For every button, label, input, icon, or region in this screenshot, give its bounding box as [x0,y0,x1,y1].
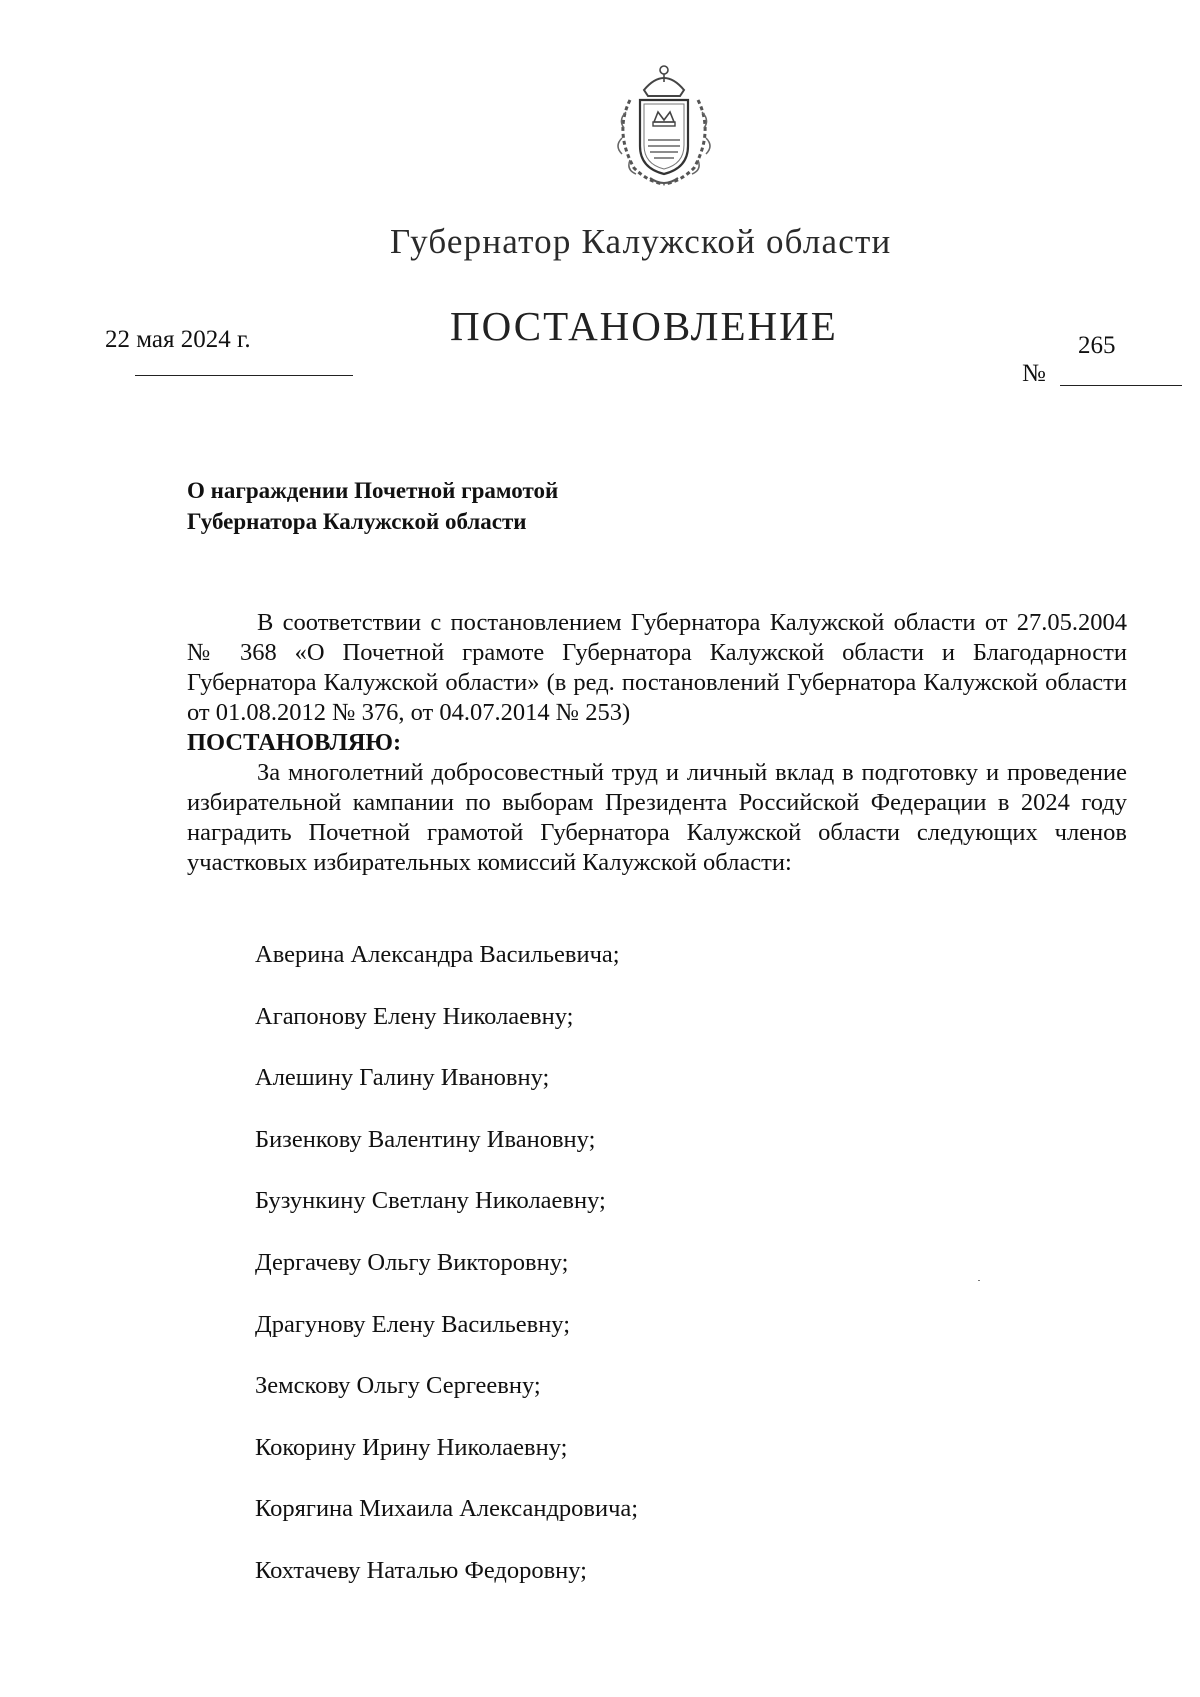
list-item: Корягина Михаила Александровича; [255,1495,639,1523]
list-item: Бузункину Светлану Николаевну; [255,1187,606,1215]
preamble-paragraph: В соответствии с постановлением Губернатора Калужской области от 27.05.2004 № 368 «О Почетной грамоте Губернатора Калужской области и Благодарности Губернатора Калужской области» (в ред. постановлений Губернатора Калужской области от 01.08.2012 № 376, от 04.07.2014 № 253) [187,609,1127,726]
issuing-authority: Губернатор Калужской области [390,222,892,261]
list-item: Агапонову Елену Николаевну; [255,1002,574,1030]
document-type-title: ПОСТАНОВЛЕНИЕ [450,303,838,349]
document-date: 22 мая 2024 г. [105,326,251,353]
document-subject [187,475,558,537]
list-item: Аверина Александра Васильевича; [255,941,620,968]
list-item: Кохтачеву Наталью Федоровну; [255,1556,587,1584]
list-item: Алешину Галину Ивановну; [255,1064,550,1092]
subject-line-1: О награждении Почетной грамотой [187,478,559,503]
document-body [187,608,1127,878]
decree-word: ПОСТАНОВЛЯЮ: [187,729,402,756]
subject-line-2: Губернатора Калужской области [187,509,527,534]
list-item: Драгунову Елену Васильевну; [255,1310,571,1338]
number-sign: № [1022,360,1046,387]
coat-of-arms-icon [600,60,728,188]
list-item: Кокорину Ирину Николаевну; [255,1433,568,1461]
list-item: Земскову Ольгу Сергеевну; [255,1372,541,1400]
list-item: Бизенкову Валентину Ивановну; [255,1125,596,1153]
list-item: Дергачеву Ольгу Викторовну; [255,1248,569,1276]
awardee-list [255,940,638,1618]
number-underline [1060,385,1182,386]
scan-speck [978,1280,980,1281]
date-underline [135,375,353,376]
award-paragraph: За многолетний добросовестный труд и личный вклад в подготовку и проведение избирательной кампании по выборам Президента Российской Федерации в 2024 году наградить Почетной грамотой Губернатора Калужской области следующих членов участковых избирательных комиссий Калужской области: [187,759,1127,876]
document-number: 265 [1078,332,1116,359]
